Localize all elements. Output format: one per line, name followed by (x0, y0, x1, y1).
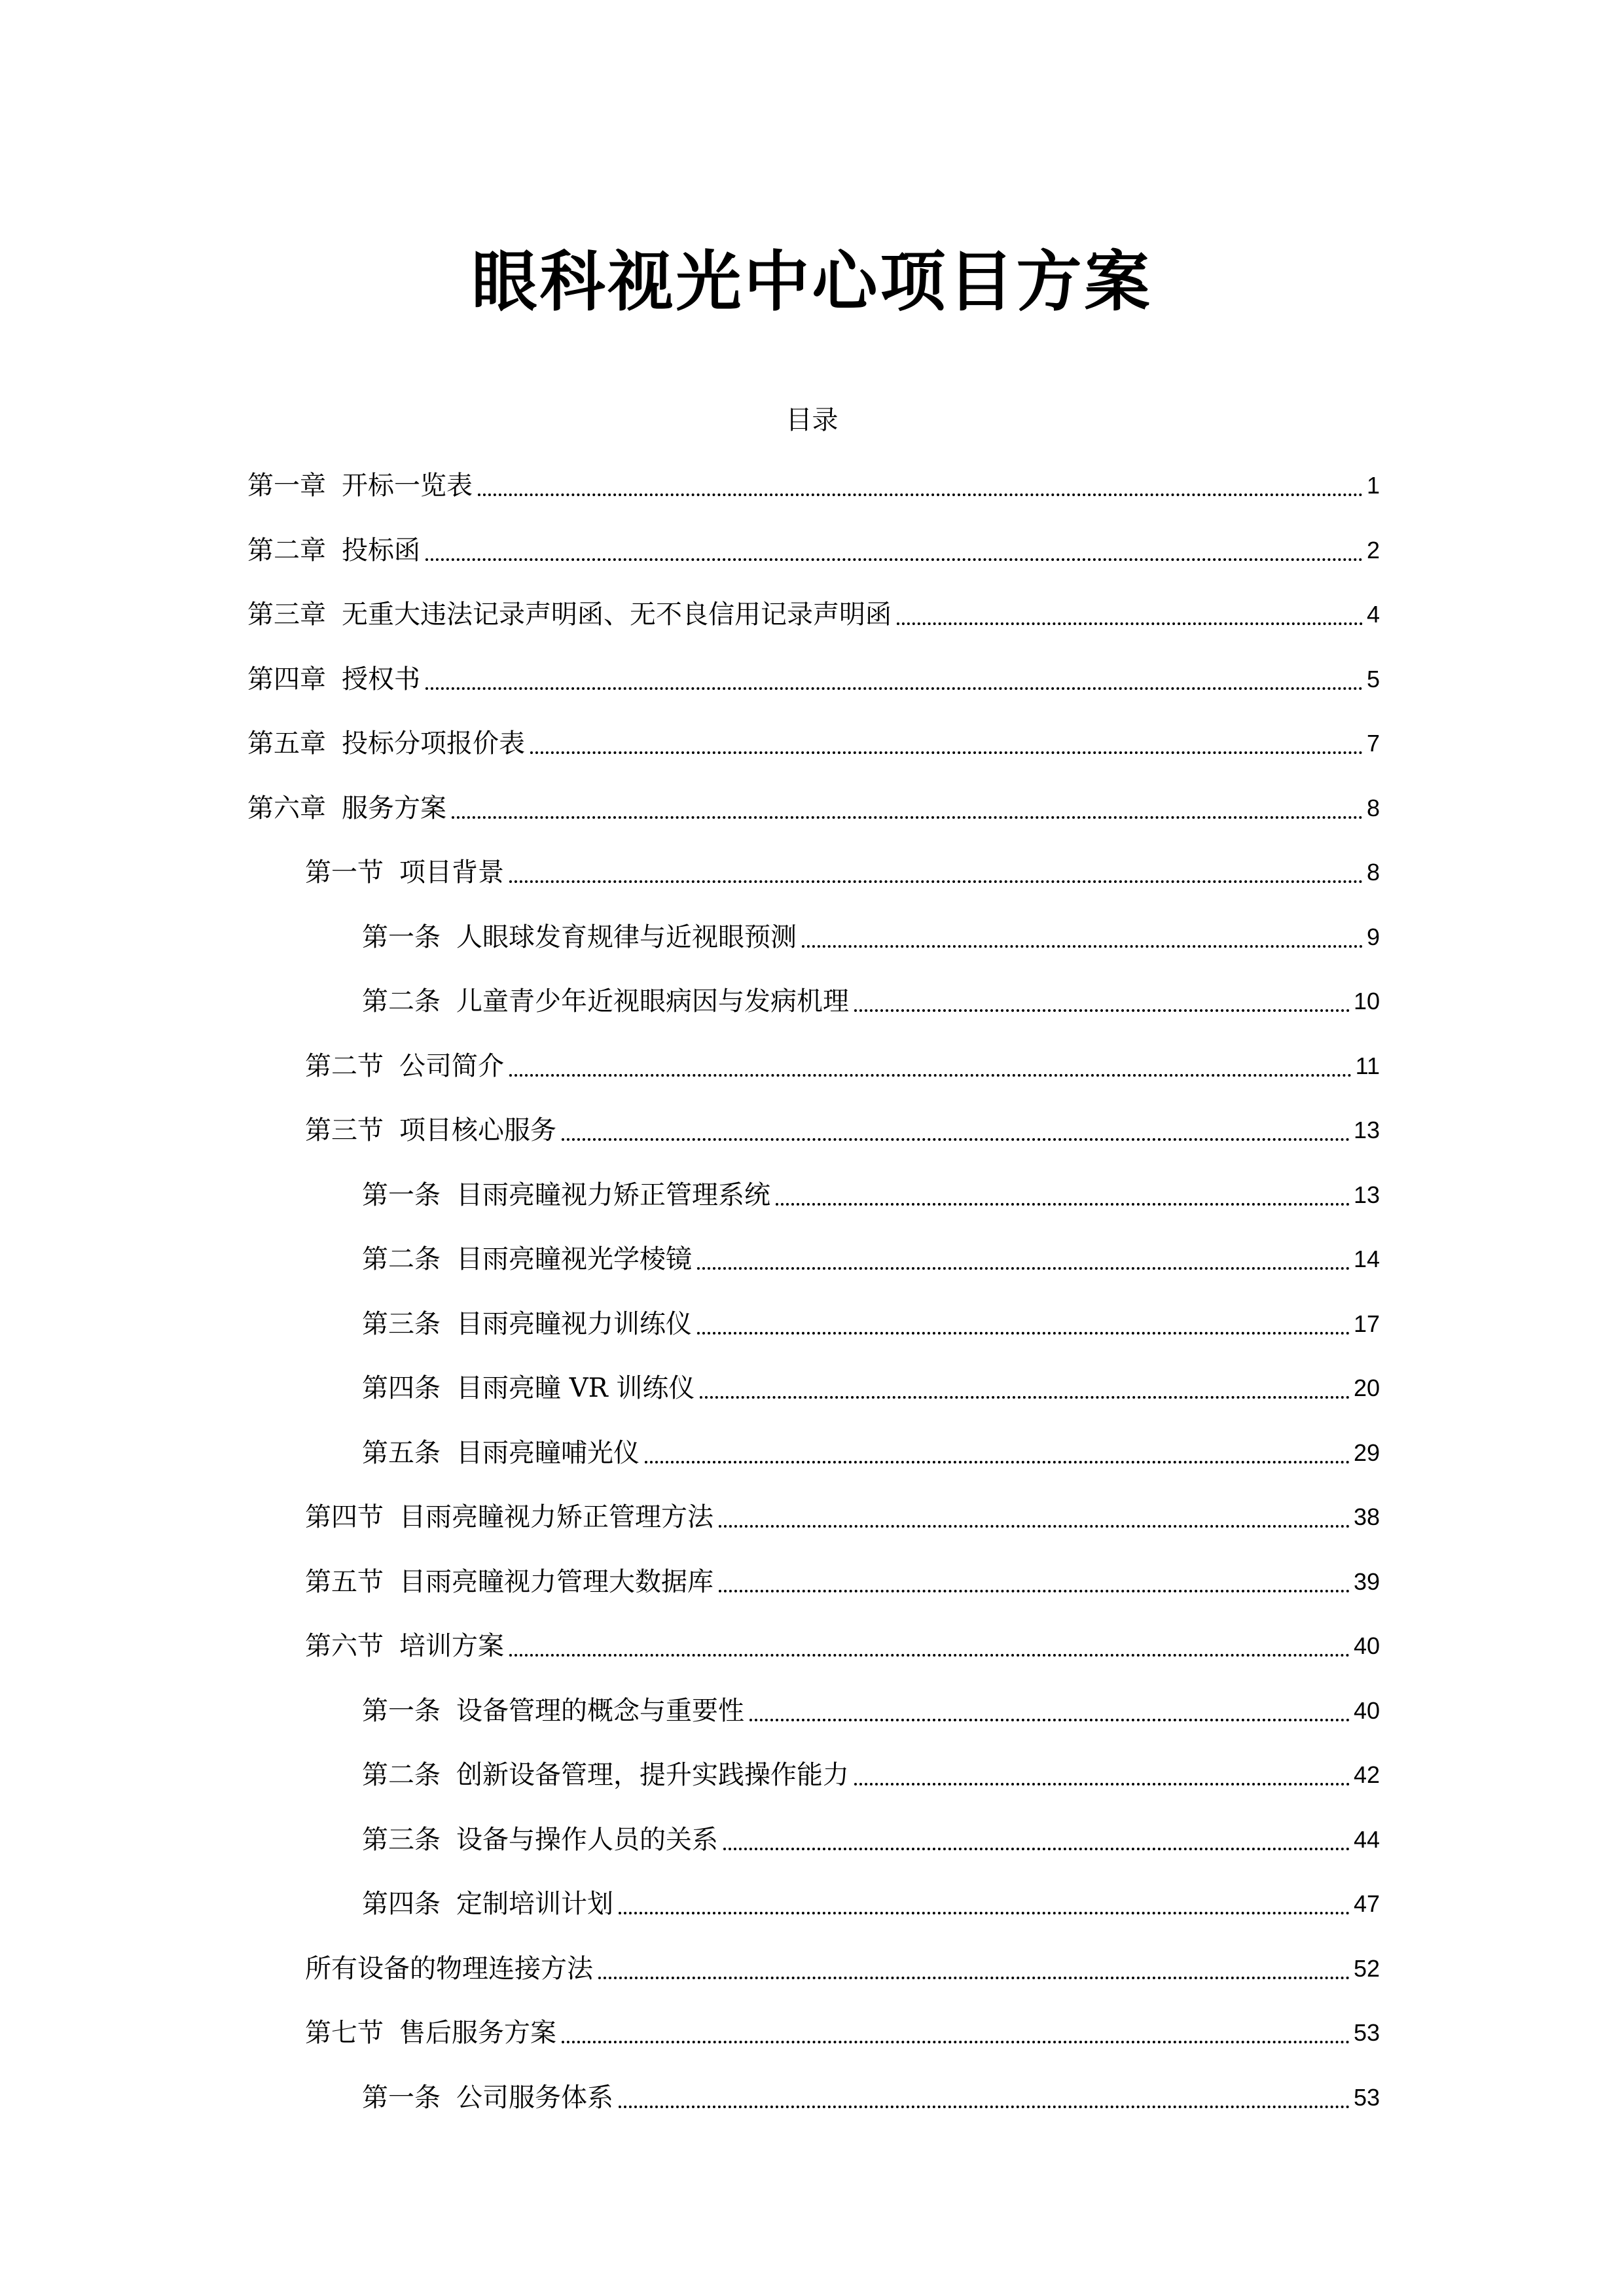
toc-dot-leader (700, 1396, 1350, 1399)
toc-page-number: 29 (1353, 1439, 1380, 1466)
toc-entry-title: 目雨亮瞳 VR 训练仪 (456, 1373, 695, 1403)
toc-entry[interactable] (362, 1240, 1380, 1279)
toc-entry-title: 授权书 (342, 664, 420, 694)
toc-entry[interactable] (362, 1691, 1380, 1731)
toc-entry-label: 第五条 (362, 1438, 441, 1468)
toc-heading: 目录 (785, 405, 839, 435)
toc-entry-title: 投标分项报价表 (342, 728, 525, 759)
toc-entry-label: 第二节 (305, 1051, 384, 1081)
toc-entry-title: 目雨亮瞳视力管理大数据库 (399, 1567, 713, 1597)
toc-entry[interactable] (305, 1498, 1380, 1537)
toc-page-number: 17 (1353, 1310, 1380, 1337)
toc-entry[interactable] (362, 1820, 1380, 1859)
toc-entry-title: 公司服务体系 (456, 2083, 613, 2113)
toc-entry[interactable] (362, 982, 1380, 1021)
toc-entry-label: 第三节 (305, 1115, 384, 1145)
toc-entry-label: 第六节 (305, 1631, 384, 1661)
toc-entry-title: 设备管理的概念与重要性 (456, 1696, 744, 1726)
toc-entry[interactable] (305, 1047, 1380, 1086)
toc-dot-leader (619, 2106, 1350, 2108)
toc-page-number: 9 (1366, 924, 1380, 950)
toc-dot-leader (645, 1461, 1350, 1463)
toc-page-number: 2 (1366, 537, 1380, 564)
toc-page-number: 20 (1353, 1374, 1380, 1401)
toc-entry-label: 第一章 (247, 471, 326, 501)
toc-entry[interactable] (247, 660, 1380, 699)
toc-dot-leader (854, 1783, 1350, 1785)
toc-entry[interactable] (362, 1433, 1380, 1473)
toc-dot-leader (854, 1009, 1350, 1012)
toc-entry-title: 公司简介 (399, 1051, 504, 1081)
toc-dot-leader (776, 1203, 1350, 1206)
toc-entry-title: 目雨亮瞳视光学棱镜 (456, 1244, 692, 1274)
toc-dot-leader (452, 816, 1363, 819)
toc-entry-title: 目雨亮瞳视力训练仪 (456, 1309, 692, 1339)
toc-entry-title: 项目核心服务 (399, 1115, 556, 1145)
toc-page-number: 44 (1353, 1826, 1380, 1853)
toc-page-number: 7 (1366, 730, 1380, 757)
toc-page-number: 13 (1353, 1181, 1380, 1208)
toc-entry[interactable] (362, 1369, 1380, 1408)
toc-entry[interactable] (247, 724, 1380, 763)
toc-page-number: 40 (1353, 1697, 1380, 1724)
toc-page-number: 8 (1366, 859, 1380, 886)
toc-page-number: 8 (1366, 795, 1380, 821)
toc-entry[interactable] (247, 595, 1380, 634)
toc-page-number: 4 (1366, 601, 1380, 628)
toc-entry-title: 人眼球发育规律与近视眼预测 (456, 922, 797, 952)
toc-dot-leader (697, 1267, 1350, 1270)
toc-entry[interactable] (305, 1626, 1380, 1666)
toc-dot-leader (509, 1074, 1352, 1077)
toc-entry[interactable] (305, 1111, 1380, 1150)
toc-dot-leader (619, 1912, 1350, 1914)
toc-dot-leader (723, 1848, 1350, 1850)
toc-entry[interactable] (362, 1884, 1380, 1924)
toc-entry[interactable] (247, 466, 1380, 505)
toc-entry-label: 第二条 (362, 1760, 441, 1790)
toc-dot-leader (697, 1332, 1350, 1335)
toc-entry-label: 第一节 (305, 857, 384, 888)
toc-entry-label: 第六章 (247, 793, 326, 823)
toc-entry-label: 第一条 (362, 922, 441, 952)
toc-entry-title: 定制培训计划 (456, 1889, 613, 1919)
toc-dot-leader (562, 1138, 1350, 1141)
toc-entry-title: 儿童青少年近视眼病因与发病机理 (456, 986, 849, 1016)
toc-page-number: 53 (1353, 2019, 1380, 2046)
toc-entry-title: 培训方案 (399, 1631, 504, 1661)
toc-dot-leader (509, 880, 1363, 883)
toc-entry-label: 第二条 (362, 986, 441, 1016)
toc-entry[interactable] (362, 1304, 1380, 1344)
toc-entry[interactable] (305, 1562, 1380, 1602)
toc-entry-label: 第一条 (362, 1696, 441, 1726)
toc-entry-title: 售后服务方案 (399, 2018, 556, 2048)
toc-dot-leader (598, 1977, 1350, 1979)
toc-entry-label: 第七节 (305, 2018, 384, 2048)
toc-entry-title: 目雨亮瞳哺光仪 (456, 1438, 640, 1468)
toc-entry-title: 设备与操作人员的关系 (456, 1825, 718, 1855)
toc-dot-leader (509, 1654, 1350, 1657)
toc-entry-title: 创新设备管理，提升实践操作能力 (456, 1760, 849, 1790)
toc-dot-leader (425, 558, 1363, 561)
toc-page-number: 38 (1353, 1503, 1380, 1530)
toc-dot-leader (749, 1719, 1350, 1721)
toc-entry-label: 第一条 (362, 2083, 441, 2113)
toc-entry-label: 第五节 (305, 1567, 384, 1597)
toc-entry-label: 第二章 (247, 535, 326, 565)
toc-page-number: 11 (1355, 1052, 1380, 1079)
toc-entry-title: 项目背景 (399, 857, 504, 888)
toc-entry-label: 第三条 (362, 1825, 441, 1855)
toc-entry-title: 目雨亮瞳视力矫正管理方法 (399, 1502, 713, 1532)
toc-entry-title: 投标函 (342, 535, 420, 565)
toc-page-number: 14 (1353, 1246, 1380, 1272)
toc-entry[interactable] (362, 918, 1380, 957)
toc-entry-label: 第四条 (362, 1889, 441, 1919)
toc-dot-leader (425, 687, 1363, 690)
toc-entry-title: 目雨亮瞳视力矫正管理系统 (456, 1180, 770, 1210)
toc-entry-label: 第一条 (362, 1180, 441, 1210)
toc-entry-label: 第五章 (247, 728, 326, 759)
toc-entry-label: 第三章 (247, 600, 326, 630)
toc-dot-leader (530, 751, 1363, 754)
toc-dot-leader (897, 622, 1363, 625)
toc-entry-label: 第四条 (362, 1373, 441, 1403)
toc-page-number: 40 (1353, 1632, 1380, 1659)
toc-page-number: 10 (1353, 988, 1380, 1014)
toc-entry[interactable] (305, 853, 1380, 892)
toc-page-number: 53 (1353, 2084, 1380, 2111)
toc-page-number: 52 (1353, 1955, 1380, 1982)
toc-entry-label: 第四节 (305, 1502, 384, 1532)
document-title: 眼科视光中心项目方案 (471, 243, 1153, 320)
toc-page-number: 1 (1366, 472, 1380, 499)
toc-entry[interactable] (247, 531, 1380, 570)
toc-dot-leader (719, 1525, 1350, 1528)
toc-entry[interactable] (362, 1175, 1380, 1215)
toc-dot-leader (719, 1590, 1350, 1592)
toc-page-number: 39 (1353, 1568, 1380, 1595)
toc-page-number: 5 (1366, 666, 1380, 692)
toc-dot-leader (802, 945, 1363, 948)
toc-entry[interactable] (362, 1755, 1380, 1795)
toc-dot-leader (562, 2041, 1350, 2043)
toc-entry[interactable] (305, 2013, 1380, 2053)
toc-entry[interactable] (305, 1949, 1380, 1988)
toc-entry[interactable] (362, 2078, 1380, 2117)
toc-entry-title: 服务方案 (342, 793, 446, 823)
toc-dot-leader (478, 493, 1363, 496)
toc-entry-label: 第二条 (362, 1244, 441, 1274)
toc-entry[interactable] (247, 789, 1380, 828)
toc-page-number: 47 (1353, 1890, 1380, 1917)
toc-entry-title: 开标一览表 (342, 471, 473, 501)
toc-entry-label: 第四章 (247, 664, 326, 694)
toc-entry-title: 无重大违法记录声明函、无不良信用记录声明函 (342, 600, 892, 630)
toc-page-number: 42 (1353, 1761, 1380, 1788)
toc-page-number: 13 (1353, 1117, 1380, 1143)
toc-entry-title: 所有设备的物理连接方法 (305, 1954, 593, 1984)
toc-entry-label: 第三条 (362, 1309, 441, 1339)
